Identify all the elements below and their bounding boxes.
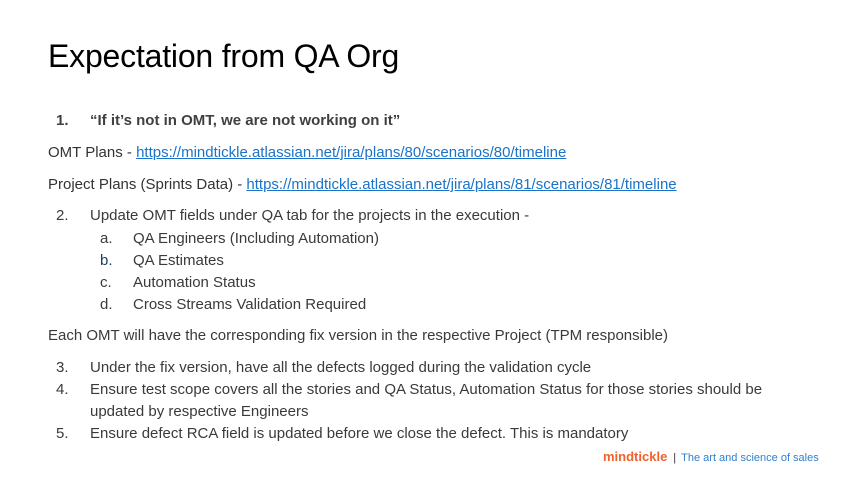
fix-version-note: Each OMT will have the corresponding fix version in the respective Project (TPM responsible) [48, 327, 668, 344]
sub-item-text: Automation Status [133, 274, 256, 291]
list-number: 4. [56, 381, 69, 398]
list-number: 3. [56, 359, 69, 376]
list-text: Ensure defect RCA field is updated before we close the defect. This is mandatory [90, 425, 629, 442]
list-number: 2. [56, 207, 69, 224]
sub-item-letter: a. [100, 230, 113, 247]
project-plans-link[interactable]: https://mindtickle.atlassian.net/jira/plans/81/scenarios/81/timeline [246, 176, 677, 193]
list-text-line-1: Ensure test scope covers all the stories and QA Status, Automation Status for those stories should be [90, 381, 763, 398]
sub-item-text: QA Estimates [133, 252, 224, 269]
list-number: 5. [56, 425, 69, 442]
mindtickle-logo: mindtickle [603, 449, 668, 464]
list-text: “If it’s not in OMT, we are not working on it” [90, 112, 401, 129]
list-text: Update OMT fields under QA tab for the projects in the execution - [90, 207, 530, 224]
omt-plans-label: OMT Plans - [48, 144, 137, 161]
sub-item-text: QA Engineers (Including Automation) [133, 230, 379, 247]
sub-item-text: Cross Streams Validation Required [133, 296, 367, 313]
list-number: 1. [56, 112, 69, 129]
sub-item-letter: c. [100, 274, 112, 291]
footer-tagline: The art and science of sales [681, 452, 819, 464]
footer-separator: | [673, 452, 677, 464]
omt-plans-line [48, 144, 566, 161]
omt-plans-link[interactable]: https://mindtickle.atlassian.net/jira/plans/80/scenarios/80/timeline [136, 144, 567, 161]
project-plans-line [48, 176, 677, 193]
slide-title: Expectation from QA Org [48, 38, 400, 74]
list-text: Under the fix version, have all the defects logged during the validation cycle [90, 359, 592, 376]
project-plans-label: Project Plans (Sprints Data) - [48, 176, 247, 193]
footer [603, 449, 819, 464]
sub-item-letter: b. [100, 252, 113, 269]
sub-item-letter: d. [100, 296, 113, 313]
list-item-4-continued: updated by respective Engineers [90, 403, 309, 420]
